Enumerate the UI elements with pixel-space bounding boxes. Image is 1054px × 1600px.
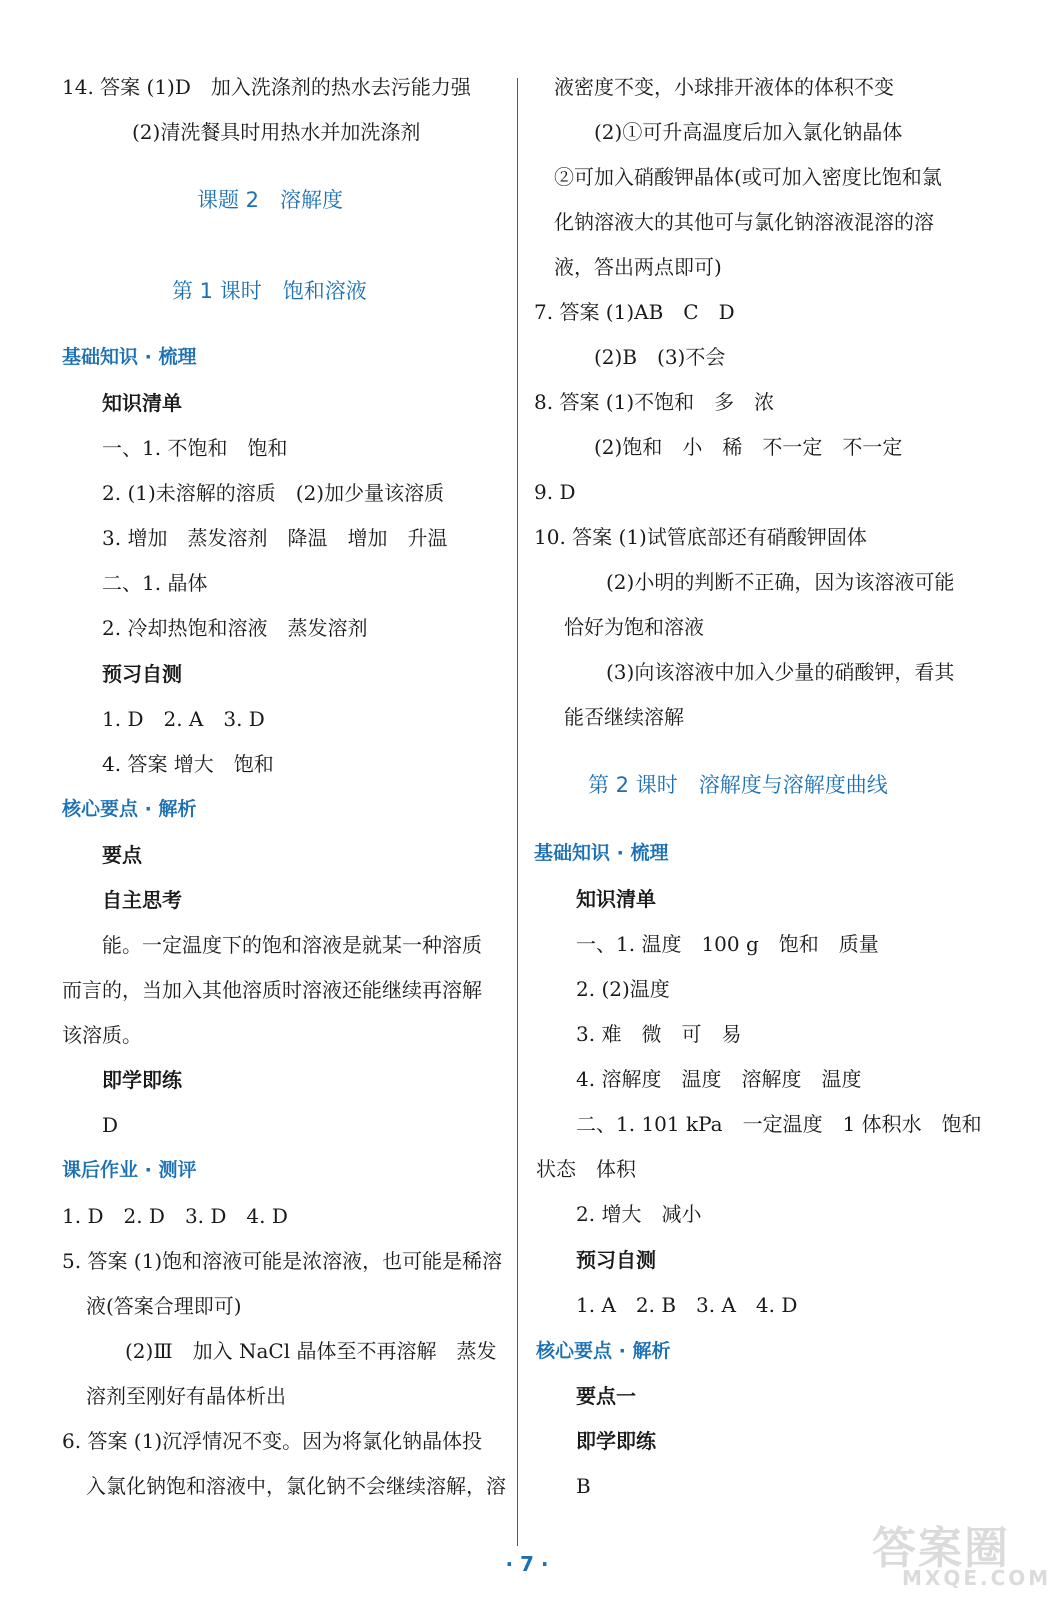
answer-6-line1: 6. 答案 (1)沉浮情况不变。因为将氯化钠晶体投 [62, 1429, 483, 1453]
answer-10-line3: 恰好为饱和溶液 [564, 615, 704, 639]
subsection-practice-2: 即学即练 [576, 1429, 656, 1453]
answer-7-line1: 7. 答案 (1)AB C D [534, 300, 735, 324]
subsection-knowledge-list-2: 知识清单 [576, 887, 656, 911]
subsection-key-point-1: 要点一 [576, 1384, 636, 1408]
answer-6-line2: 入氯化钠饱和溶液中，氯化钠不会继续溶解，溶 [86, 1474, 506, 1498]
answer-10-line2: (2)小明的判断不正确，因为该溶液可能 [606, 570, 955, 594]
practice-answer: D [102, 1113, 119, 1137]
preview-answers-2: 4. 答案 增大 饱和 [102, 752, 274, 776]
subsection-practice: 即学即练 [102, 1068, 182, 1092]
answer-9: 9. D [534, 480, 576, 504]
knowledge2-item-5-cont: 状态 体积 [536, 1157, 636, 1181]
site-watermark [872, 1512, 1052, 1592]
answer-14-line1: 14. 答案 (1)D 加入洗涤剂的热水去污能力强 [62, 75, 471, 99]
page-number: · 7 · [505, 1552, 549, 1576]
paragraph-line-3: 该溶质。 [62, 1023, 142, 1047]
knowledge2-item-2: 2. (2)温度 [576, 977, 670, 1001]
subsection-key-point: 要点 [102, 843, 142, 867]
answer-14-line2: (2)清洗餐具时用热水并加洗涤剂 [132, 120, 421, 144]
knowledge2-item-4: 4. 溶解度 温度 溶解度 温度 [576, 1067, 862, 1091]
watermark-logo-text: 答案圈 [872, 1523, 1010, 1574]
knowledge2-item-1: 一、1. 温度 100 g 饱和 质量 [576, 932, 879, 956]
answer-10-line5: 能否继续溶解 [564, 705, 684, 729]
section-basic-knowledge: 基础知识 · 梳理 [62, 346, 197, 368]
answer-5-line4: 溶剂至刚好有晶体析出 [86, 1384, 286, 1408]
knowledge2-item-3: 3. 难 微 可 易 [576, 1022, 742, 1046]
homework-answers-1: 1. D 2. D 3. D 4. D [62, 1204, 288, 1228]
answer-8-line2: (2)饱和 小 稀 不一定 不一定 [594, 435, 903, 459]
subsection-preview-test: 预习自测 [102, 662, 182, 686]
section-core-points: 核心要点 · 解析 [62, 798, 197, 820]
preview2-answers: 1. A 2. B 3. A 4. D [576, 1293, 798, 1317]
section-homework: 课后作业 · 测评 [62, 1159, 197, 1181]
lesson-2-title: 第 2 课时 溶解度与溶解度曲线 [588, 773, 888, 797]
answer-10-line4: (3)向该溶液中加入少量的硝酸钾，看其 [606, 660, 955, 684]
paragraph-line-1: 能。一定温度下的饱和溶液是就某一种溶质 [102, 933, 482, 957]
answer-5-line1: 5. 答案 (1)饱和溶液可能是浓溶液，也可能是稀溶 [62, 1249, 503, 1273]
answer-6-line6: 化钠溶液大的其他可与氯化钠溶液混溶的溶 [554, 210, 934, 234]
knowledge2-item-5: 二、1. 101 kPa 一定温度 1 体积水 饱和 [576, 1112, 982, 1136]
column-divider [517, 78, 518, 1546]
lesson-1-title: 第 1 课时 饱和溶液 [172, 279, 367, 303]
subsection-self-thinking: 自主思考 [102, 888, 182, 912]
answer-6-line7: 液，答出两点即可) [554, 255, 722, 279]
subsection-knowledge-list: 知识清单 [102, 391, 182, 415]
watermark-domain: MXQE.COM [902, 1566, 1052, 1590]
knowledge2-item-6: 2. 增大 减小 [576, 1202, 702, 1226]
knowledge-item-3: 3. 增加 蒸发溶剂 降温 增加 升温 [102, 526, 448, 550]
answer-8-line1: 8. 答案 (1)不饱和 多 浓 [534, 390, 775, 414]
answer-10-line1: 10. 答案 (1)试管底部还有硝酸钾固体 [534, 525, 867, 549]
preview-answers-1: 1. D 2. A 3. D [102, 707, 265, 731]
paragraph-line-2: 而言的，当加入其他溶质时溶液还能继续再溶解 [62, 978, 482, 1002]
topic-title: 课题 2 溶解度 [197, 188, 344, 212]
knowledge-item-5: 2. 冷却热饱和溶液 蒸发溶剂 [102, 616, 368, 640]
practice2-answer: B [576, 1474, 591, 1498]
answer-7-line2: (2)B (3)不会 [594, 345, 726, 369]
knowledge-item-2: 2. (1)未溶解的溶质 (2)加少量该溶质 [102, 481, 445, 505]
subsection-preview-test-2: 预习自测 [576, 1248, 656, 1272]
answer-6-line3: 液密度不变，小球排开液体的体积不变 [554, 75, 894, 99]
answer-6-line4: (2)①可升高温度后加入氯化钠晶体 [594, 120, 903, 144]
section-basic-knowledge-2: 基础知识 · 梳理 [534, 842, 669, 864]
knowledge-item-4: 二、1. 晶体 [102, 571, 208, 595]
section-core-points-2: 核心要点 · 解析 [536, 1340, 671, 1362]
answer-6-line5: ②可加入硝酸钾晶体(或可加入密度比饱和氯 [554, 165, 942, 189]
answer-5-line2: 液(答案合理即可) [86, 1294, 242, 1318]
answer-5-line3: (2)Ⅲ 加入 NaCl 晶体至不再溶解 蒸发 [125, 1339, 497, 1363]
knowledge-item-1: 一、1. 不饱和 饱和 [102, 436, 288, 460]
